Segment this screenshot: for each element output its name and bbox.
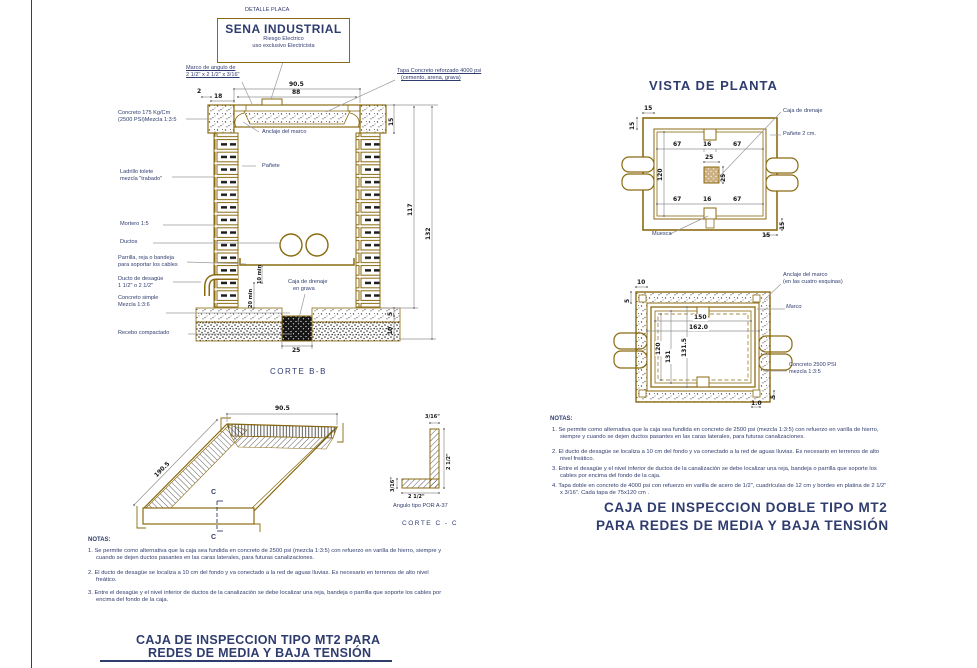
dim-marco-br1: 1.0 <box>751 400 762 407</box>
title-bottom-line1: CAJA DE INSPECCION TIPO MT2 PARA <box>136 633 381 647</box>
dim-planta-caja-w: 25 <box>705 154 714 161</box>
notes-right-item-1: 1. Se permite como alternativa que la caja sea fundida en concreto de 2500 psi (mezcla 1:3:5) con refuerzo en varilla de hierro, siempre y cuando se dejen ductos pasantes en las caras laterales, para futuras canalizaciones. <box>552 427 879 440</box>
dim-marco-br5: 5 <box>770 394 777 399</box>
dim-tapa-height: 15 <box>388 117 395 126</box>
label-ladrillo-1: Ladrillo tolete <box>120 169 154 175</box>
dim-total-height: 132 <box>425 227 432 240</box>
dim-marco-5: 5 <box>624 298 631 303</box>
notes-right-item-2: 2. El ducto de desagüe se localiza a 10 cm del fondo y va conectado a la red de aguas lluvias. Es necesario en terrenos de alto nivel freático. <box>552 449 880 462</box>
dim-planta-caja-h: 25 <box>720 173 727 182</box>
label-parrilla-2: para soportar los cables <box>118 262 178 268</box>
dim-min10: 10 min <box>257 264 263 284</box>
label-marco-anclaje-1: Anclaje del marco <box>783 272 828 278</box>
label-marco-concreto-2: mezcla 1:3:5 <box>789 369 821 375</box>
dim-angle-leg-right: 2 1/2" <box>446 453 452 470</box>
label-anclaje-marco: Anclaje del marco <box>262 129 307 135</box>
sheet-border-left <box>31 0 32 668</box>
label-angulo-tipo: Angulo tipo POR A-37 <box>393 503 448 509</box>
dim-lip: 2 <box>197 88 202 95</box>
label-caja-drenaje-2: en grava <box>293 286 315 292</box>
plate-line2: uso exclusivo Electricista <box>252 43 315 49</box>
dim-planta-notch-top: 16 <box>703 141 712 148</box>
dim-planta-seg-top-right: 67 <box>733 141 742 148</box>
label-marco-concreto-1: Concreto 2500 PSI <box>789 362 837 368</box>
label-mortero: Mortero 1:5 <box>120 221 149 227</box>
dim-planta-notch-bot: 16 <box>703 196 712 203</box>
dim-marco-131: 131 <box>665 350 672 363</box>
angle-section-drawing <box>402 429 439 488</box>
label-recebo: Recebo compactado <box>118 330 170 336</box>
vista-planta-title: VISTA DE PLANTA <box>649 78 778 93</box>
notes-right-item-4: 4. Tapa doble en concreto de 4000 psi con refuerzo en varilla de acero de 1/2", cuadrículas de 12 cm y bordes en platina de 2 1/2" x 3/16". Cada tapa de 75x120 cm . <box>552 483 887 496</box>
title-right-line1: CAJA DE INSPECCION DOBLE TIPO MT2 <box>604 500 888 515</box>
dim-piso: 5 <box>387 311 394 316</box>
label-planta-panete: Pañete 2 cm. <box>783 131 816 137</box>
label-panete: Pañete <box>262 163 280 169</box>
dim-iso-width: 90.5 <box>275 405 290 412</box>
notes-left-item-2: 2. El ducto de desagüe se localiza a 10 cm del fondo y va conectado a la red de aguas lluvias. Es necesario en terrenos de alto nivel freático. <box>88 570 429 583</box>
dim-marco-10: 10 <box>637 279 646 286</box>
label-desague-1: Ducto de desagüe <box>118 276 164 282</box>
dim-recebo-height: 10 <box>387 326 394 335</box>
dim-marco-162: 162.0 <box>689 324 708 331</box>
section-letter-c-bottom: C <box>211 534 217 541</box>
dim-min20: 20 min <box>248 288 254 308</box>
dim-planta-wall-br-v: 15 <box>779 221 786 230</box>
label-tapa-1: Tapa Concreto reforzado 4000 psi <box>397 68 482 74</box>
label-desague-2: 1 1/2" o 2 1/2" <box>118 283 154 289</box>
dim-marco-1315: 131.5 <box>681 338 688 357</box>
title-right-line2: PARA REDES DE MEDIA Y BAJA TENSIÓN <box>596 518 889 533</box>
dim-planta-seg-bot-right: 67 <box>733 196 742 203</box>
label-concreto175-1: Concreto 175 Kg/Cm <box>118 110 171 116</box>
dim-edge: 18 <box>214 93 223 100</box>
iso-frame-drawing <box>137 418 343 532</box>
section-letter-c-top: C <box>211 489 217 496</box>
dim-dren-width: 25 <box>292 347 301 354</box>
corte-bb-caption: CORTE B-B <box>270 367 327 376</box>
dim-angle-leg-bottom: 2 1/2" <box>408 494 425 500</box>
dim-inner-width: 88 <box>292 89 301 96</box>
label-ductos: Ductos <box>120 239 138 245</box>
label-concreto175-2: (2500 PSI)Mezcla 1:3:5 <box>118 117 177 123</box>
notes-left-heading: NOTAS: <box>88 537 111 543</box>
bottom-title-rule <box>100 660 392 662</box>
dim-iso-length: 190.5 <box>153 460 172 479</box>
dim-wall-height: 117 <box>407 203 414 216</box>
dim-angle-t-left: 3/16" <box>390 477 396 492</box>
detail-plate-label: DETALLE PLACA <box>245 7 290 13</box>
dim-planta-seg-bot-left: 67 <box>673 196 682 203</box>
notes-right-heading: NOTAS: <box>550 416 573 422</box>
dim-total-width: 90.5 <box>289 81 304 88</box>
dim-angle-t-top: 3/16" <box>425 414 440 420</box>
label-parrilla-1: Parrilla, reja o bandeja <box>118 255 174 261</box>
label-marco-angulo-1: Marco de angulo de <box>186 65 236 71</box>
notes-left-item-3: 3. Entre el desagüe y el nivel inferior de ductos de la canalización se debe localizar una reja, bandeja o parrilla que soporte los cables por encima del fondo de la caja. <box>88 590 442 603</box>
label-caja-drenaje-1: Caja de drenaje <box>288 279 328 285</box>
dim-planta-wall-top: 15 <box>644 105 653 112</box>
plate-title: SENA INDUSTRIAL <box>225 22 342 36</box>
dim-planta-seg-top-left: 67 <box>673 141 682 148</box>
dim-marco-150: 150 <box>694 314 707 321</box>
label-concreto-simple-1: Concreto simple <box>118 295 159 301</box>
label-marco-anclaje-2: (en las cuatro esquinas) <box>783 279 843 285</box>
label-concreto-simple-2: Mezcla 1:3:6 <box>118 302 150 308</box>
dim-planta-alto: 120 <box>657 168 664 181</box>
label-tapa-2: (cemento, arena, grava) <box>401 75 461 81</box>
dim-planta-wall-left: 15 <box>629 121 636 130</box>
notes-right-item-3: 3. Entre el desagüe y el nivel inferior de ductos de la canalización se debe localizar una reja, bandeja o parrilla que soporte los cables por encima del fondo de la caja. <box>552 466 877 479</box>
notes-left-item-1: 1. Se permite como alternativa que la caja sea fundida en concreto de 2500 psi (mezcla 1:3:5) con refuerzo en varilla de hierro, siempre y cuando se dejen ductos pasantes en las caras laterales, para futuras canalizaciones. <box>88 548 442 561</box>
dim-marco-120: 120 <box>655 342 662 355</box>
corte-cc-caption: CORTE C - C <box>402 520 459 527</box>
label-marco: Marco <box>786 304 802 310</box>
label-planta-muesca: Muesca <box>652 231 672 237</box>
warning-plate <box>217 18 350 63</box>
marco-plan-drawing <box>614 292 792 402</box>
label-planta-caja-drenaje: Caja de drenaje <box>783 108 823 114</box>
title-bottom-line2: REDES DE MEDIA Y BAJA TENSIÓN <box>148 646 372 660</box>
plate-line1: Riesgo Electrico <box>263 36 304 42</box>
label-marco-angulo-2: 2 1/2" x 2 1/2" x 3/16" <box>186 72 240 78</box>
label-ladrillo-2: mezcla "trabado" <box>120 176 163 182</box>
dim-planta-wall-br-h: 15 <box>762 232 771 239</box>
